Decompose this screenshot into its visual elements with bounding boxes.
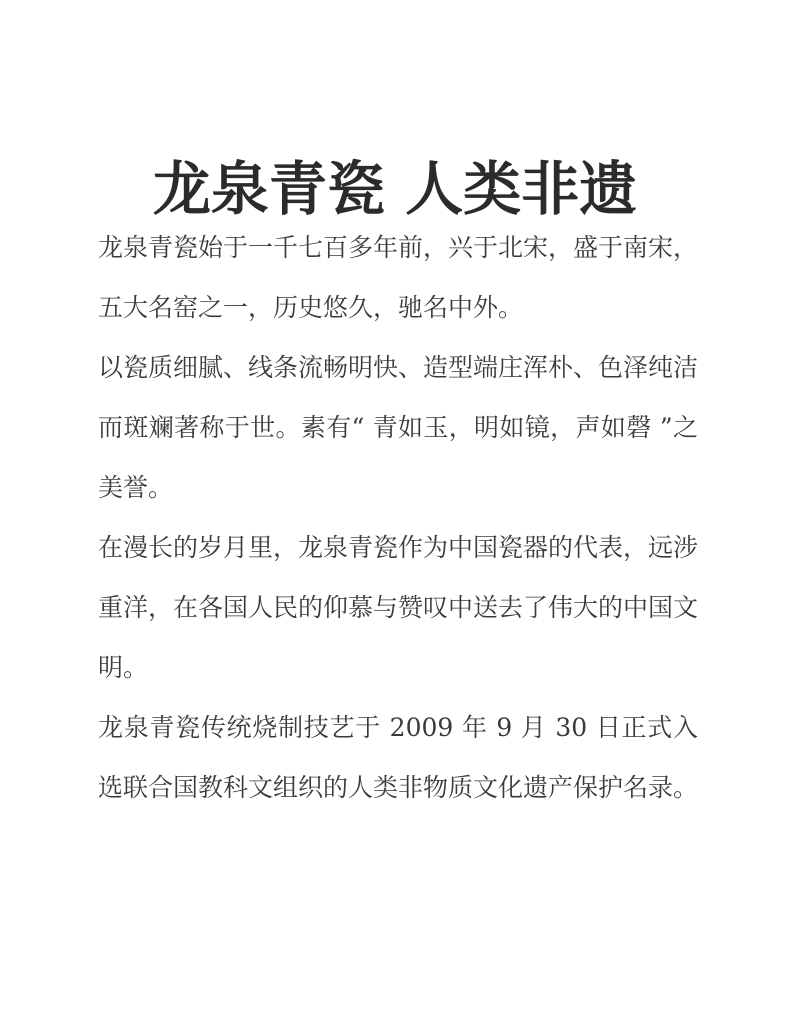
article-body [98, 218, 698, 818]
paragraph-heritage: 龙泉青瓷传统烧制技艺于 2009 年 9 月 30 日正式入选联合国教科文组织的人类非物质文化遗产保护名录。 [98, 713, 699, 802]
paragraph-qualities: 以瓷质细腻、线条流畅明快、造型端庄浑朴、色泽纯洁而斑斓著称于世。素有“ 青如玉，明如镜，声如磬 ”之美誉。 [98, 353, 699, 502]
page-title: 龙泉青瓷 人类非遗 [152, 154, 638, 223]
paragraph-history: 在漫长的岁月里，龙泉青瓷作为中国瓷器的代表，远涉重洋，在各国人民的仰慕与赞叹中送去了伟大的中国文明。 [98, 533, 699, 682]
paragraph-origin: 龙泉青瓷始于一千七百多年前，兴于北宋，盛于南宋，五大名窑之一，历史悠久，驰名中外。 [98, 233, 699, 322]
